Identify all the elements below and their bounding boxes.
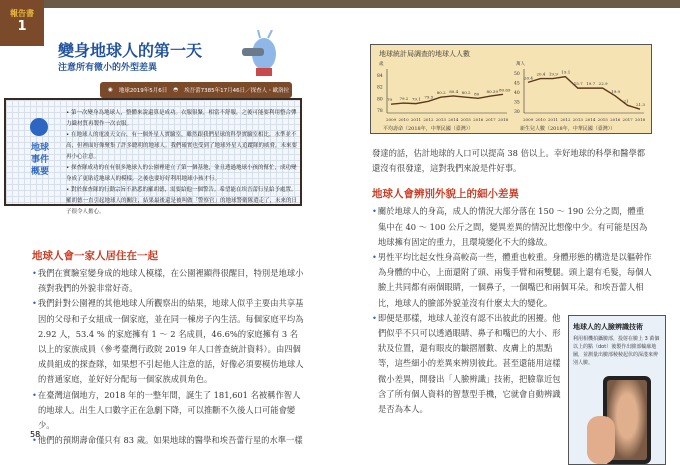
x-tick-label: 2010 [535, 117, 546, 122]
x-tick-label: 2013 [572, 117, 583, 122]
x-tick-label: 2014 [448, 117, 459, 122]
page-number: 58 [30, 430, 41, 439]
globe-icon [30, 118, 48, 136]
y-axis-label: 萬人 [516, 62, 525, 67]
x-tick-label: 2010 [398, 117, 409, 122]
page-top-border [0, 0, 680, 8]
x-axis-label: 新生兒人數（2018年，中華民國（臺灣）） [520, 126, 616, 132]
list-item: • 他們的預期壽命僅只有 83 歲。如果地球的醫學和埃吾蕾行星的水準一樣 [32, 433, 304, 448]
x-tick-label: 2017 [485, 117, 496, 122]
list-item: • 在臺灣這個地方，2018 年的一整年間，誕生了 181,601 名被稱作智人的地球人。出生人口數字正在急劇下降，可以推斷不久後人口可能會變少。 [32, 388, 304, 434]
data-label: 19.7 [586, 81, 596, 87]
x-tick-label: 2009 [386, 117, 397, 122]
tab-label: 報告書 [10, 9, 34, 18]
data-label: 21.3 [636, 102, 645, 108]
data-label: 79.2 [399, 96, 409, 102]
tab-number: 1 [17, 19, 27, 34]
x-tick-label: 2015 [597, 117, 608, 122]
page-subtitle: 注意所有微小的外型差異 [58, 63, 158, 73]
page-title: 變身地球人的第一天 [58, 41, 203, 60]
x-tick-label: 2016 [610, 117, 621, 122]
y-tick-label: 40 [514, 90, 520, 96]
data-label: 80.39 [486, 89, 499, 95]
x-tick-label: 2017 [622, 117, 633, 122]
left-section [32, 248, 304, 448]
x-tick-label: 2009 [523, 117, 534, 122]
data-label: 80.2 [461, 90, 471, 96]
data-label: 19.1 [561, 69, 571, 75]
data-label: 80.2 [436, 90, 446, 96]
data-label: 80.69 [499, 87, 511, 93]
chart-title: 地球統計局調查的地球人人數 [379, 50, 470, 58]
continuation-text: 發達的話，估計地球的人口可以提高 38 倍以上。幸好地球的科學和醫學都還沒有很發達，這對我們來說是件好事。 [372, 148, 646, 174]
x-tick-label: 2011 [410, 117, 422, 122]
report-tab [0, 0, 44, 46]
face-recognition-box [568, 315, 666, 465]
right-section [372, 146, 660, 465]
series-line [528, 77, 640, 110]
date-bar [100, 82, 292, 98]
y-axis-label: 歲 [379, 62, 384, 67]
hand-image [587, 416, 615, 464]
data-label: 19.9 [548, 71, 558, 77]
event-summary-box [4, 98, 302, 215]
y-tick-label: 78 [377, 109, 383, 115]
data-label: 20.4 [536, 71, 546, 77]
data-label: 20.4 [524, 75, 533, 81]
x-tick-label: 2013 [435, 117, 446, 122]
list-item: • 我們針對公園裡的其他地球人所觀察出的結果，地球人似乎主要由共享基因的父母和子女組成一個家庭，並在同一棟房子內生活。每個家庭平均為 2.92 人，53.4 % 的家庭擁有 1 ～ 2 名成員，46.6%的家庭擁有 3 名以上的家族成員（參考臺灣行政院 2019 年人口普查統計資料）。由四個成員組成的探查隊，如果想不引起他人注意的話，好像必須要模仿地球人的普通家庭，並好好分配每一個家族成員角色。 [32, 296, 304, 387]
x-axis-label: 平均壽命（2018年，中華民國（臺灣）） [383, 126, 474, 132]
y-tick-label: 35 [514, 100, 520, 106]
summary-item: • 在地球人的電波天文台，有一個外星人實驗室，雖然跟我們星球的科學實驗室相比，水準並不高，但裡面好像聚集了許多聰明的地球人。我們確實也受到了地球外星人追蹤隊的威脅，未來要再小心注意。 [66, 130, 298, 163]
x-tick-label: 2018 [498, 117, 509, 122]
list-item: • 即便是那樣，地球人並沒有認不出彼此的困擾。他們似乎不只可以透過眼睛、鼻子和嘴巴的大小、形狀及位置，還有眼皮的皺摺層數、皮膚上的黑點等，這些細小的差異來辨別彼此。甚至還能用這樣微小差異，開發出「人臉辨識」技術，把臉靠近包含了所有個人資料的智慧型手機，它就會自動辨識是否為本人。 [372, 311, 652, 417]
y-tick-label: 50 [514, 71, 520, 77]
earth-icon: ◉ [108, 87, 113, 93]
x-tick-label: 2016 [473, 117, 484, 122]
list-item: • 我們在實驗室變身成的地球人模樣，在公園裡顯得很醒目，特別是地球小孩對我們的外貌非常好奇。 [32, 266, 304, 296]
summary-item: • 探查隊成功的在有很多地球人的公園裡建立了第一個基地，並且透過地球小孩的幫忙，成功變身成了更貼近地球人的模樣。之後也要好好利用地球小孩才行。 [66, 163, 298, 185]
summary-item: • 第一次變身為地球人，整體來說還算是成功。衣服很緊，相當不舒服，之後可能要利用整合彈力織材質再製作一次衣服。 [66, 108, 298, 130]
section-heading: 地球人會一家人居住在一起 [32, 250, 158, 262]
x-tick-label: 2014 [585, 117, 596, 122]
x-tick-label: 2012 [423, 117, 434, 122]
summary-item: • 對於探查隊的行動宗旨不熟悉的羅胡德，需要給他一個警告。希望能在埃吾蕾行星給予處置。羅胡德一直引起地球人的關注，結果最後還是被叫做「警察官」的地球警衛隊遣走了，未來的日子很令人擔心。 [66, 185, 298, 218]
y-tick-label: 45 [514, 81, 520, 87]
x-tick-label: 2012 [560, 117, 571, 122]
data-label: 19.9 [611, 88, 621, 94]
ufo-icon: ◓ [173, 87, 179, 93]
box-title: 地球人的人臉辨識技術 [573, 322, 643, 331]
summary-list [66, 108, 298, 218]
data-label: 21 [623, 98, 629, 104]
data-label: 79.5 [424, 94, 434, 100]
alien-illustration [236, 30, 284, 78]
section-heading: 地球人會辨別外貌上的細小差異 [372, 188, 519, 201]
y-tick-label: 30 [514, 110, 520, 116]
data-label: 80 [474, 91, 480, 97]
chart-box [370, 44, 652, 134]
summary-label: 地球事件概要 [30, 143, 49, 177]
x-tick-label: 2018 [635, 117, 646, 122]
x-tick-label: 2015 [460, 117, 471, 122]
y-tick-label: 82 [377, 85, 383, 91]
alien-date: 埃吾蕾7385年17月46日／探查人・歐洛拉 [184, 88, 290, 94]
x-tick-label: 2011 [547, 117, 559, 122]
y-tick-label: 80 [377, 97, 383, 103]
data-label: 79 [387, 97, 393, 103]
y-tick-label: 84 [377, 73, 383, 79]
data-label: 80.4 [449, 88, 459, 94]
data-label: 15.7 [573, 81, 583, 87]
data-label: 22.9 [598, 81, 608, 87]
list-item: • 男性平均比起女性身高較高一些，體重也較重。身體形態的構造是以軀幹作為身體的中心，上面還附了頭、兩隻手臂和兩雙腿。頭上還有毛髮，每個人臉上共同都有兩個眼睛，一個鼻子，一個嘴巴和兩個耳朵。和埃吾蕾人相比，地球人的臉部外貌並沒有什麼太大的變化。 [372, 250, 652, 311]
list-item: • 關於地球人的身高，成人的情況大部分落在 150 ～ 190 公分之間，體重集中在 40 ～ 100 公斤之間，變異差異的情況比想像中少。有可能是因為地球擁有固定的重力，且環境變化不大的緣故。 [372, 204, 652, 250]
earth-date: 地球2019年5月6日 [118, 88, 168, 94]
box-text: 利用相機拍攝臉部，投射在臉上 3 萬個以上的點（dot）後製作出臉部輪廓地圖，並測量出臉部稜稜起伏的深淺來辨別人臉。 [573, 336, 660, 367]
data-label: 79.1 [411, 96, 421, 102]
